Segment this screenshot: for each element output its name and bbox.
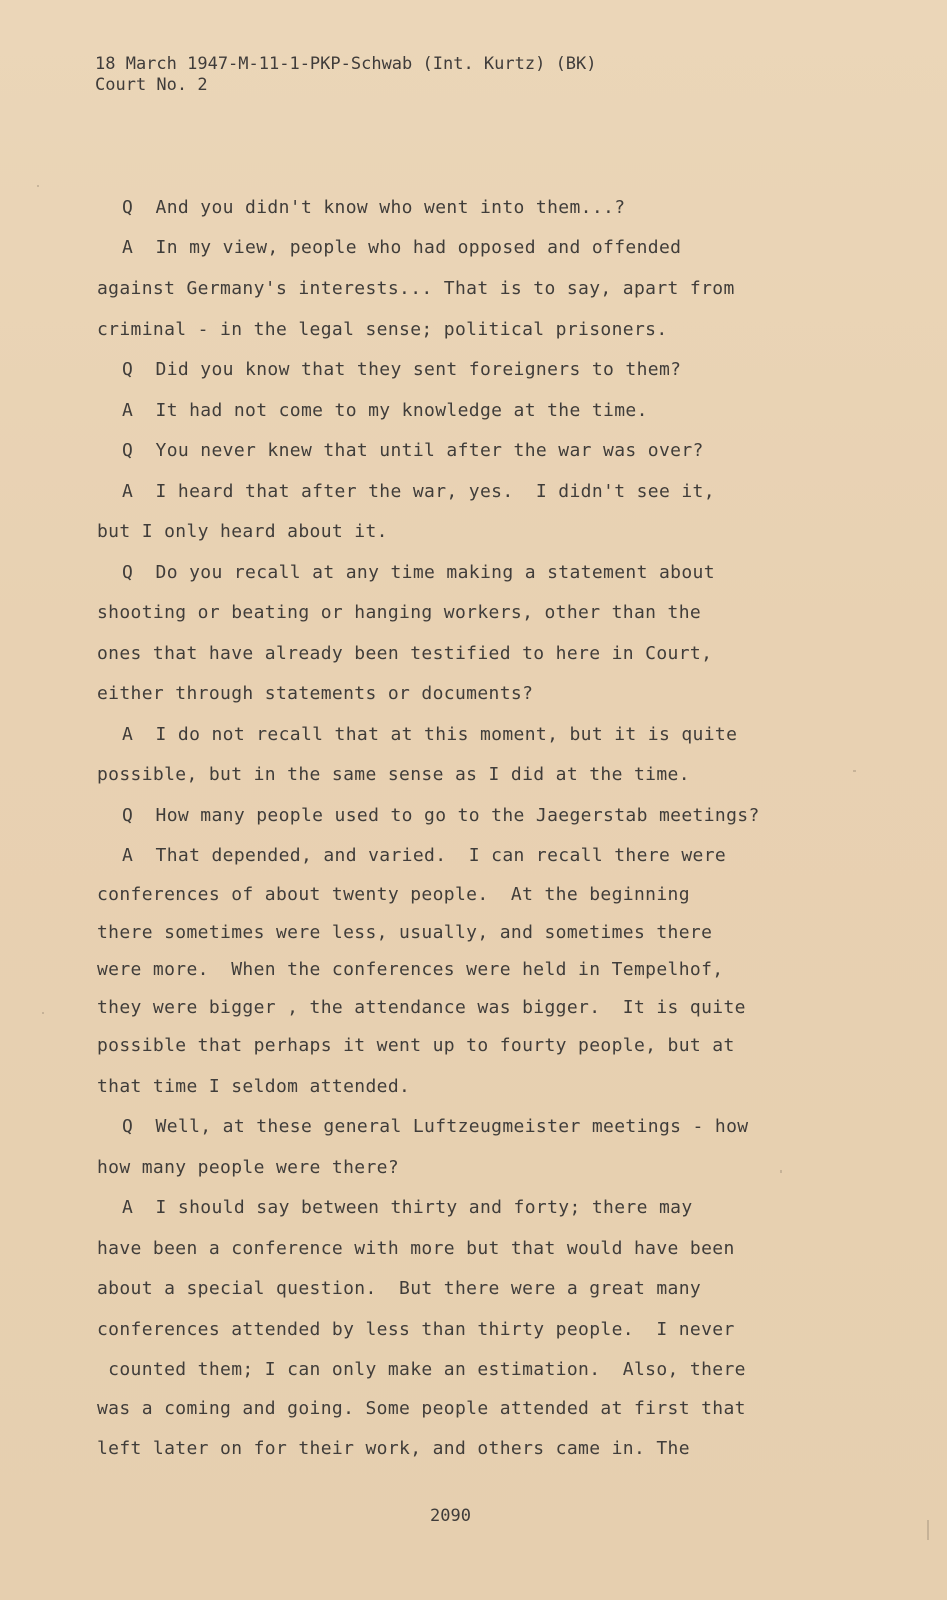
text-line: how many people were there? (97, 1157, 400, 1178)
paper-speck (37, 185, 39, 187)
text-line: Q Do you recall at any time making a statement about (122, 562, 715, 583)
paper-speck (927, 1520, 929, 1540)
paper-speck (780, 1170, 782, 1173)
text-line: ones that have already been testified to here in Court, (97, 643, 713, 664)
text-line: counted them; I can only make an estimation. Also, there (97, 1359, 746, 1380)
text-line: conferences attended by less than thirty people. I never (97, 1319, 735, 1340)
paper-speck (853, 770, 856, 772)
document-header (95, 54, 597, 96)
paper-speck (42, 1012, 44, 1014)
text-line: shooting or beating or hanging workers, other than the (97, 602, 702, 623)
text-line: Q You never knew that until after the war was over? (122, 440, 704, 461)
text-line: Q Well, at these general Luftzeugmeister meetings - how (122, 1116, 749, 1137)
text-line: have been a conference with more but that would have been (97, 1238, 735, 1259)
text-line: they were bigger , the attendance was bigger. It is quite (97, 997, 746, 1018)
text-line: there sometimes were less, usually, and sometimes there (97, 922, 713, 943)
header-line-2: Court No. 2 (95, 75, 208, 95)
text-line: left later on for their work, and others came in. The (97, 1438, 690, 1459)
text-line: was a coming and going. Some people attended at first that (97, 1398, 746, 1419)
text-line: Q Did you know that they sent foreigners to them? (122, 359, 682, 380)
text-line: A I do not recall that at this moment, but it is quite (122, 724, 738, 745)
header-line-1: 18 March 1947-M-11-1-PKP-Schwab (Int. Kurtz) (BK) (95, 54, 597, 74)
text-line: criminal - in the legal sense; political prisoners. (97, 319, 668, 340)
page-number: 2090 (430, 1506, 471, 1526)
text-line: A It had not come to my knowledge at the time. (122, 400, 648, 421)
text-line: A I heard that after the war, yes. I didn't see it, (122, 481, 715, 502)
text-line: Q And you didn't know who went into them...? (122, 197, 626, 218)
text-line: A That depended, and varied. I can recall there were (122, 845, 727, 866)
text-line: A I should say between thirty and forty; there may (122, 1197, 693, 1218)
text-line: about a special question. But there were a great many (97, 1278, 702, 1299)
text-line: possible, but in the same sense as I did at the time. (97, 764, 690, 785)
text-line: that time I seldom attended. (97, 1076, 411, 1097)
text-line: either through statements or documents? (97, 683, 534, 704)
text-line: but I only heard about it. (97, 521, 388, 542)
text-line: possible that perhaps it went up to fourty people, but at (97, 1035, 735, 1056)
text-line: were more. When the conferences were held in Tempelhof, (97, 959, 724, 980)
text-line: Q How many people used to go to the Jaegerstab meetings? (122, 805, 760, 826)
text-line: conferences of about twenty people. At the beginning (97, 884, 690, 905)
text-line: A In my view, people who had opposed and offended (122, 237, 682, 258)
text-line: against Germany's interests... That is to say, apart from (97, 278, 735, 299)
